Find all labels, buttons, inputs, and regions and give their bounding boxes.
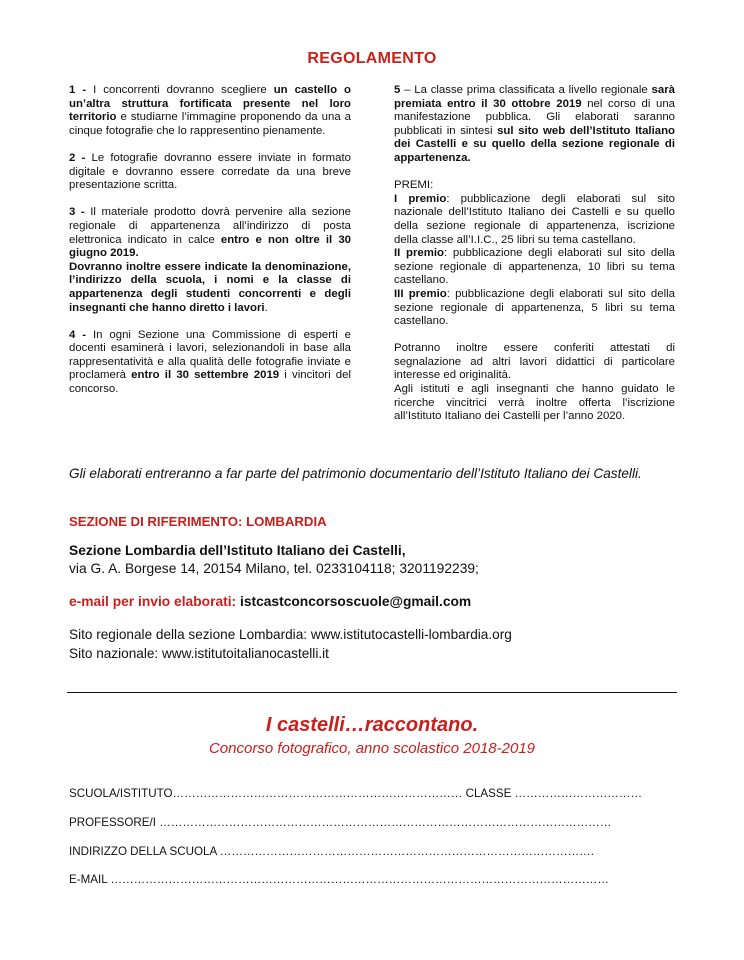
rule-5: 5 – La classe prima classificata a livello regionale sarà premiata entro il 30 ottobre 2019 nel corso di una manifestazione pubblica. Gli elaborati saranno pubblicati in sintesi sul sito web dell’Istituto Italiano dei Castelli e su quello della sezione regionale di appartenenza. bbox=[394, 84, 675, 164]
form-field-indirizzo[interactable]: INDIRIZZO DELLA SCUOLA ……………………………………………………………………………………. bbox=[69, 845, 594, 858]
email-link[interactable]: istcastconcorsoscuole@gmail.com bbox=[239, 594, 472, 609]
site-regional[interactable]: Sito regionale della sezione Lombardia: www.istitutocastelli-lombardia.org bbox=[69, 627, 512, 642]
rule-1-number: 1 - bbox=[69, 84, 87, 96]
rule-3-number: 3 - bbox=[69, 206, 85, 219]
premio-1: I premio: pubblicazione degli elaborati sul sito nazionale dell’Istituto Italiano dei Castelli e su quello della sezione regionale di appartenenza, iscrizione della classe all’I.I.C., 25 libri su tema castellano. bbox=[394, 192, 675, 246]
archive-note: Gli elaborati entreranno a far parte del patrimonio documentario dell’Istituto Italiano dei Castelli. bbox=[69, 466, 642, 481]
rule-3-continued: Dovranno inoltre essere indicate la denominazione, l’indirizzo della scuola, i nomi e la classe di appartenenza degli studenti concorrenti e degli insegnanti che hanno diretto i lavori. bbox=[69, 260, 351, 314]
section-heading: SEZIONE DI RIFERIMENTO: LOMBARDIA bbox=[69, 514, 327, 529]
premio-3: III premio: pubblicazione degli elaborati sul sito della sezione regionale di appartenenza, 5 libri su tema castellano. bbox=[394, 287, 675, 328]
teachers-award-text: Agli istituti e agli insegnanti che hanno guidato le ricerche vincitrici verrà inoltre offerta l’iscrizione all’Istituto Italiano dei Castelli per l’anno 2020. bbox=[394, 383, 675, 423]
rule-1: 1 - I concorrenti dovranno scegliere un castello o un’altra struttura fortificata presente nel loro territorio e studiarne l’immagine proponendo da una a cinque fotografie che lo rappresentino pienamente. bbox=[69, 84, 351, 137]
extra-awards-text: Potranno inoltre essere conferiti attestati di segnalazione ad altri lavori didattici di particolare interesse ed originalità. bbox=[394, 342, 675, 382]
site-national[interactable]: Sito nazionale: www.istitutoitalianocastelli.it bbox=[69, 646, 329, 661]
rule-2-number: 2 - bbox=[69, 151, 86, 164]
sezione-name: Sezione Lombardia dell’Istituto Italiano dei Castelli, bbox=[69, 543, 406, 558]
rule-4: 4 - In ogni Sezione una Commissione di esperti e docenti esaminerà i lavori, selezionandoli in base alla rappresentatività e alla qualità delle fotografie inviate e proclamerà entro il 30 settembre 2019 i vincitori del concorso. bbox=[69, 328, 352, 396]
rules-left-column bbox=[69, 84, 351, 410]
premi-label: PREMI: bbox=[394, 179, 434, 192]
form-field-scuola[interactable]: SCUOLA/ISTITUTO………………………………………………………………… CLASSE …………………………… bbox=[69, 787, 643, 800]
premio-2: II premio: pubblicazione degli elaborati sul sito della sezione regionale di appartenenza, 10 libri su tema castellano. bbox=[394, 247, 675, 287]
form-field-email[interactable]: E-MAIL ………………………………………………………………………………………………………………… bbox=[69, 873, 609, 886]
regolamento-title: REGOLAMENTO bbox=[307, 50, 437, 67]
form-subtitle: Concorso fotografico, anno scolastico 2018-2019 bbox=[208, 740, 536, 757]
sezione-address: via G. A. Borgese 14, 20154 Milano, tel. 0233104118; 3201192239; bbox=[69, 561, 479, 576]
rule-5-number: 5 bbox=[394, 84, 401, 96]
email-label: e-mail per invio elaborati: bbox=[69, 594, 237, 609]
email-line bbox=[69, 594, 471, 609]
rules-right-column bbox=[394, 84, 675, 424]
form-title: I castelli…raccontano. bbox=[265, 714, 479, 736]
form-field-professore[interactable]: PROFESSORE/I ……………………………………………………………………………………………………… bbox=[69, 816, 612, 829]
divider-line bbox=[67, 692, 677, 693]
rule-3: 3 - Il materiale prodotto dovrà pervenire alla sezione regionale di appartenenza all’indirizzo di posta elettronica indicato in calce entro e non oltre il 30 giugno 2019. bbox=[69, 206, 351, 260]
rule-4-number: 4 - bbox=[69, 328, 87, 341]
rule-2: 2 - Le fotografie dovranno essere inviate in formato digitale e dovranno essere corredate da una breve presentazione scritta. bbox=[69, 151, 351, 192]
